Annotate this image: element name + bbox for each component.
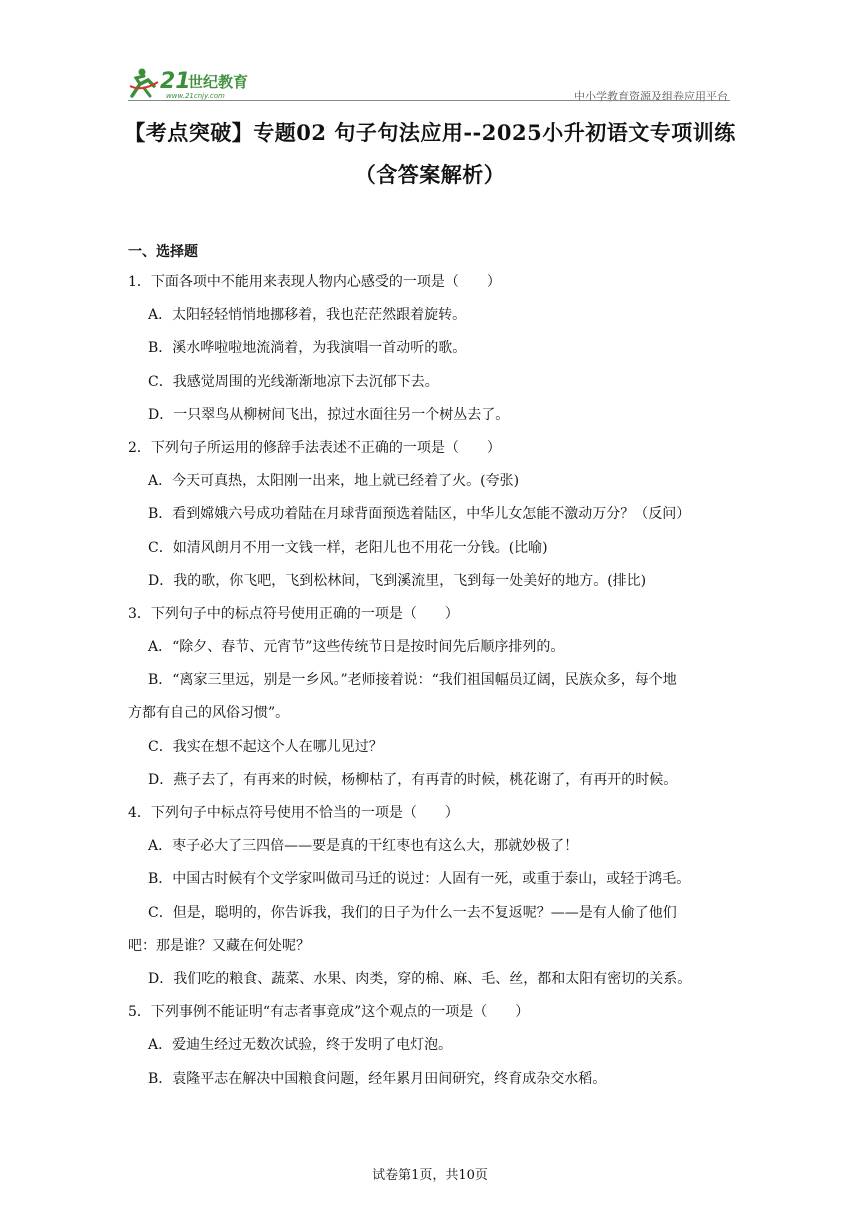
document-title: 【考点突破】专题02 句子句法应用--2025小升初语文专项训练 xyxy=(124,120,736,145)
answer-option: D．我们吃的粮食、蔬菜、水果、肉类，穿的棉、麻、毛、丝，都和太阳有密切的关系。 xyxy=(148,970,692,987)
answer-option: A．爱迪生经过无数次试验，终于发明了电灯泡。 xyxy=(148,1037,453,1054)
question-stem: 5．下列事例不能证明“有志者事竟成”这个观点的一项是（ ） xyxy=(128,1004,530,1021)
answer-option: A．今天可真热，太阳刚一出来，地上就已经着了火。(夸张) xyxy=(148,473,520,490)
svg-text:www.21cnjy.com: www.21cnjy.com xyxy=(166,92,225,100)
document-subtitle: （含答案解析） xyxy=(354,162,506,187)
question-stem: 2．下列句子所运用的修辞手法表述不正确的一项是（ ） xyxy=(128,439,501,456)
answer-option: B．看到嫦娥六号成功着陆在月球背面预选着陆区，中华儿女怎能不激动万分？（反问） xyxy=(148,506,691,523)
logo-21cnjy xyxy=(128,66,288,102)
answer-option: A．枣子必大了三四倍——要是真的干红枣也有这么大，那就妙极了！ xyxy=(148,838,579,855)
answer-option: A．“除夕、春节、元宵节”这些传统节日是按时间先后顺序排列的。 xyxy=(148,639,565,656)
platform-name: 中小学教育资源及组卷应用平台 xyxy=(574,90,728,103)
page-footer: 试卷第1页，共10页 xyxy=(372,1168,488,1183)
answer-option: C．如清风朗月不用一文钱一样，老阳儿也不用花一分钱。(比喻) xyxy=(148,539,548,556)
text-continuation: 方都有自己的风俗习惯”。 xyxy=(128,705,290,722)
question-stem: 1．下面各项中不能用来表现人物内心感受的一项是（ ） xyxy=(128,274,501,290)
page-header xyxy=(128,66,730,102)
answer-option: D．我的歌，你飞吧，飞到松林间，飞到溪流里，飞到每一处美好的地方。(排比) xyxy=(148,572,647,589)
answer-option: D．一只翠鸟从柳树间飞出，掠过水面往另一个树丛去了。 xyxy=(148,406,510,423)
header-divider xyxy=(128,100,730,101)
svg-text:21: 21 xyxy=(160,69,191,94)
answer-option: A．太阳轻轻悄悄地挪移着，我也茫茫然跟着旋转。 xyxy=(148,307,467,324)
section-heading: 一、选择题 xyxy=(128,244,198,260)
answer-option: D．燕子去了，有再来的时候，杨柳枯了，有再青的时候，桃花谢了，有再开的时候。 xyxy=(148,771,678,788)
answer-option: B．袁隆平志在解决中国粮食问题，经年累月田间研究，终育成杂交水稻。 xyxy=(148,1070,607,1087)
text-continuation: 吧：那是谁？又藏在何处呢？ xyxy=(128,937,310,954)
answer-option: C．我感觉周围的光线渐渐地凉下去沉郁下去。 xyxy=(148,373,439,390)
answer-option: C．但是，聪明的，你告诉我，我们的日子为什么一去不复返呢？——是有人偷了他们 xyxy=(148,904,677,921)
question-stem: 3．下列句子中的标点符号使用正确的一项是（ ） xyxy=(128,605,459,622)
question-list xyxy=(128,266,738,1096)
answer-option: B．中国古时候有个文学家叫做司马迁的说过：人固有一死，或重于泰山，或轻于鸿毛。 xyxy=(148,871,691,888)
answer-option: B．“离家三里远，别是一乡风。”老师接着说：“我们祖国幅员辽阔，民族众多，每个地 xyxy=(148,672,677,689)
answer-option: C．我实在想不起这个人在哪儿见过？ xyxy=(148,738,383,755)
answer-option: B．溪水哗啦啦地流淌着，为我演唱一首动听的歌。 xyxy=(148,340,467,357)
svg-text:世纪教育: 世纪教育 xyxy=(188,73,249,91)
question-stem: 4．下列句子中标点符号使用不恰当的一项是（ ） xyxy=(128,805,459,821)
